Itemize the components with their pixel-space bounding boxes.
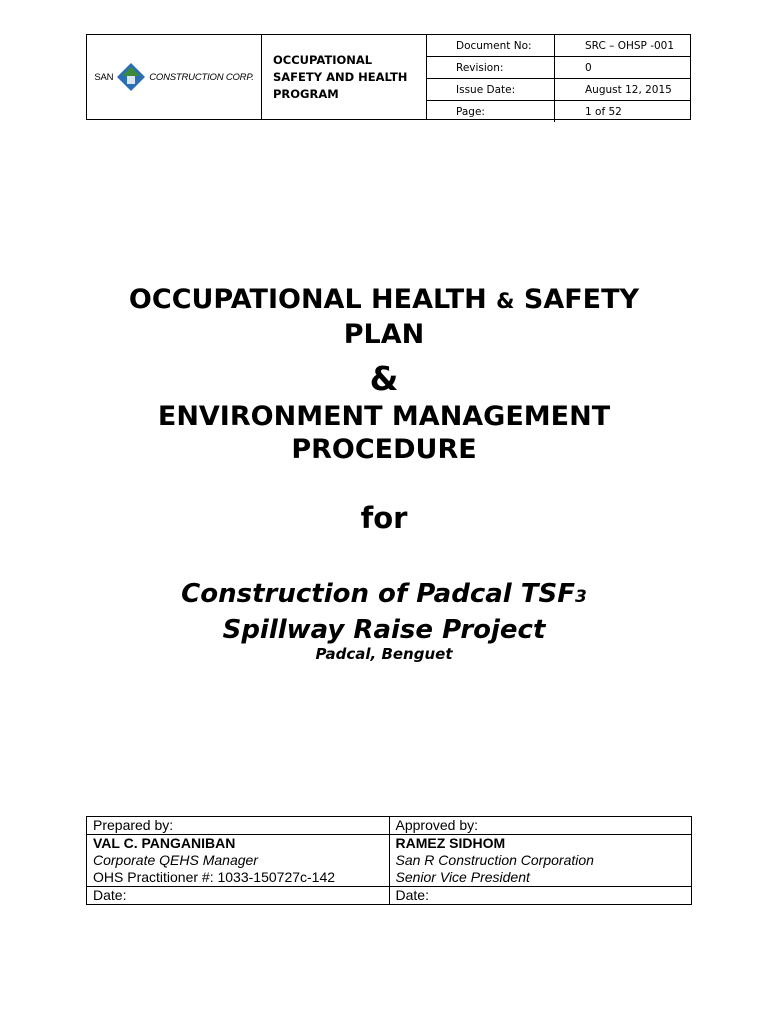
approved-label: Approved by: [389, 817, 692, 835]
title-for: for [360, 501, 408, 535]
project-line1: Construction of Padcal TSF [181, 579, 575, 609]
info-value: August 12, 2015 [555, 79, 691, 101]
prepared-label: Prepared by: [87, 817, 390, 835]
approved-details [389, 835, 692, 887]
signature-date-row [87, 887, 692, 905]
prepared-cert: OHS Practitioner #: 1033-150727c-142 [93, 869, 336, 885]
info-row-revision [427, 57, 690, 79]
info-label: Revision: [427, 57, 555, 79]
title-ampersand: & [369, 359, 399, 398]
info-value: 1 of 52 [555, 101, 691, 123]
prepared-name: VAL C. PANGANIBAN [93, 835, 236, 851]
project-line1-sub: 3 [574, 587, 587, 607]
diamond-logo-icon [116, 62, 146, 92]
info-label: Issue Date: [427, 79, 555, 101]
project-location: Padcal, Benguet [315, 645, 453, 663]
prepared-date: Date: [87, 887, 390, 905]
info-row-page [427, 101, 690, 123]
document-info-table [427, 35, 690, 122]
logo-cell [87, 35, 262, 119]
project-line2: Spillway Raise Project [222, 615, 546, 645]
program-title: OCCUPATIONAL SAFETY AND HEALTH PROGRAM [262, 35, 427, 119]
subtitle-line1: ENVIRONMENT MANAGEMENT [157, 401, 611, 432]
approved-date: Date: [389, 887, 692, 905]
prepared-details [87, 835, 390, 887]
title-line1-b: SAFETY [514, 284, 640, 315]
signature-table [86, 816, 692, 905]
prepared-title: Corporate QEHS Manager [93, 852, 258, 868]
approved-name: RAMEZ SIDHOM [395, 835, 506, 851]
approved-org: San R Construction Corporation [395, 852, 594, 868]
info-label: Document No: [427, 35, 555, 57]
signature-details-row [87, 835, 692, 887]
signature-label-row [87, 817, 692, 835]
document-header [86, 34, 691, 120]
info-value: 0 [555, 57, 691, 79]
info-row-issue-date [427, 79, 690, 101]
logo-left-text: SAN [94, 71, 114, 83]
logo-right-text: CONSTRUCTION CORP. [149, 71, 254, 83]
title-line1-a: OCCUPATIONAL HEALTH [128, 284, 497, 315]
info-label: Page: [427, 101, 555, 123]
subtitle-line2: PROCEDURE [291, 434, 477, 465]
title-line1-amp: & [496, 289, 515, 313]
info-row-document-no [427, 35, 690, 57]
approved-title: Senior Vice President [395, 869, 530, 885]
main-title [0, 283, 768, 352]
company-logo [94, 62, 253, 92]
info-value: SRC – OHSP -001 [555, 35, 691, 57]
subtitle [0, 400, 768, 466]
project-name [0, 578, 768, 647]
title-line1-plan: PLAN [343, 319, 425, 350]
